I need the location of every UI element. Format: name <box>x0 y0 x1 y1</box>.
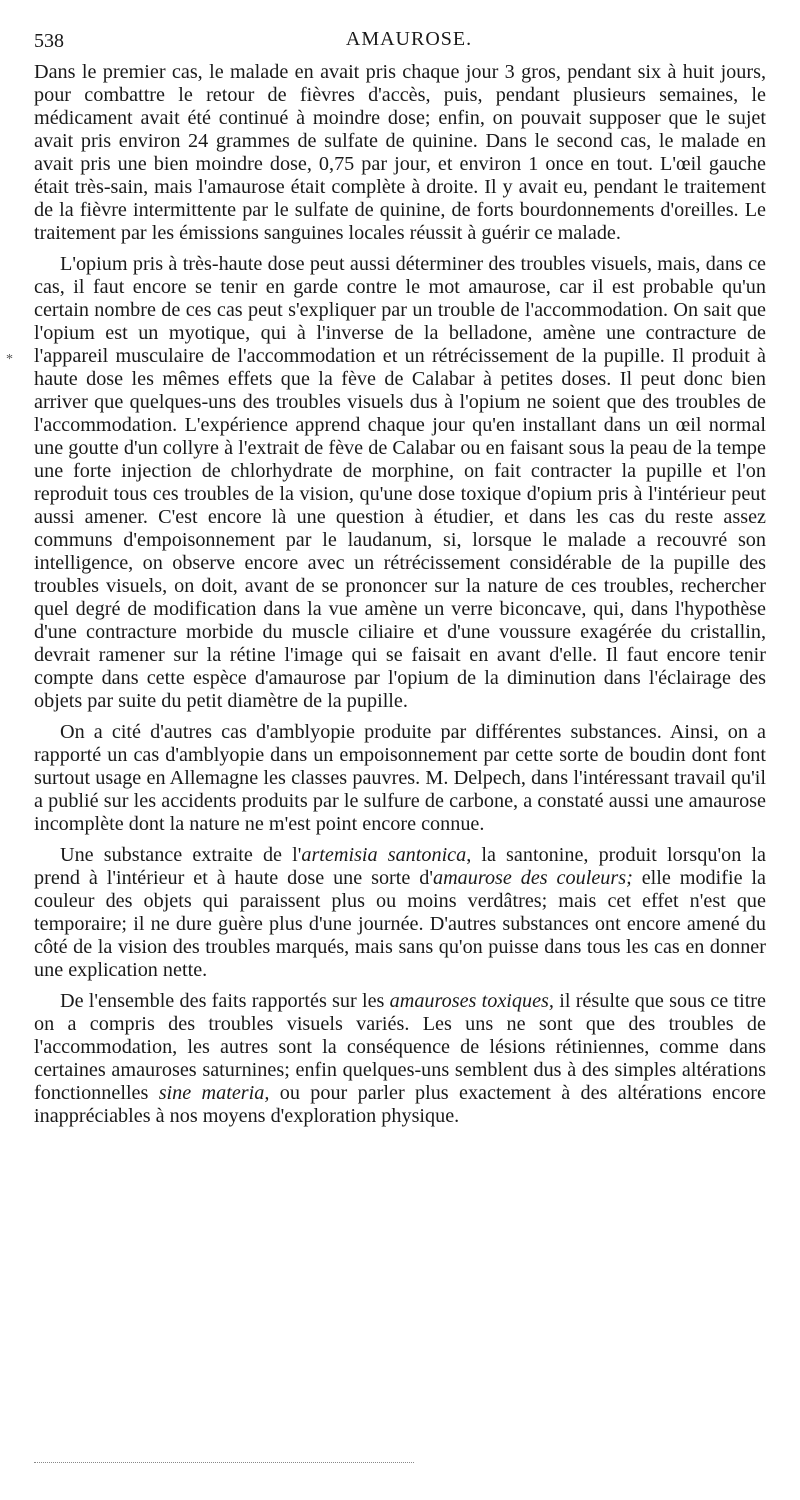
italic-term-sine-materia: sine materia, <box>158 1082 270 1104</box>
italic-term-amauroses-toxiques: amauroses toxiques, <box>389 990 554 1012</box>
italic-term-amaurose-couleurs: amaurose des couleurs; <box>432 867 633 889</box>
paragraph-5-text-b: il résulte que sous ce titre on a compris des troubles visuels variés. Les uns ne sont que des troubles de l'accommodation, les autres sont la conséquence de lésions rétiniennes, comme dans certaines amauroses saturnines; enfin quelques-uns semblent dus à des simples altérations fonctionnelles <box>34 990 766 1104</box>
paragraph-5-text-c: ou pour parler plus exactement à des altérations encore inappréciables à nos moyens d'exploration physique. <box>34 1082 766 1127</box>
paragraph-5-text-a: De l'ensemble des faits rapportés sur les <box>60 990 390 1012</box>
paragraph-4 <box>34 844 766 982</box>
page-header <box>34 28 764 54</box>
paragraph-2 <box>34 253 766 713</box>
paragraph-5 <box>34 990 766 1128</box>
running-title: AMAUROSE. <box>345 28 473 50</box>
paragraph-4-text-b: , la santonine, produit lorsqu'on la prend à l'intérieur et à haute dose une sorte d' <box>34 844 766 889</box>
paragraph-2-text: L'opium pris à très-haute dose peut aussi déterminer des troubles visuels, mais, dans ce cas, il faut encore se tenir en garde contre le mot amaurose, car il est probable qu'un certain nombre de ces cas peut s'expliquer par un trouble de l'accommodation. On sait que l'opium est un myotique, qui à l'inverse de la belladone, amène une contracture de l'appareil musculaire de l'accommodation et un rétrécissement de la pupille. Il produit à haute dose les mêmes effets que la fève de Calabar à petites doses. Il peut donc bien arriver que quelques-uns des troubles visuels dus à l'opium ne soient que des troubles de l'accommodation. L'expérience apprend chaque jour qu'en installant dans un œil normal une goutte d'un collyre à l'extrait de fève de Calabar ou en faisant sous la peau de la tempe une forte injection de chlorhydrate de morphine, on fait contracter la pupille et l'on reproduit tous ces troubles de la vision, qu'une dose toxique d'opium pris à l'intérieur peut aussi amener. C'est encore là une question à étudier, et dans les cas du reste assez communs d'empoisonnement par le laudanum, si, lorsque le malade a recouvré son intelligence, on observe encore avec un rétrécissement considérable de la pupille des troubles visuels, on doit, avant de se prononcer sur la nature de ces troubles, rechercher quel degré de modification dans la vue amène un verre biconcave, qui, dans l'hypothèse d'une contracture morbide du muscle ciliaire et d'une voussure exagérée du cristallin, devrait ramener sur la rétine l'image qui se faisait en avant d'elle. Il faut encore tenir compte dans cette espèce d'amaurose par l'opium de la diminution dans l'éclairage des objets par suite du petit diamètre de la pupille. <box>34 253 766 712</box>
body-text <box>34 61 766 1136</box>
footer-rule <box>34 1462 414 1463</box>
paragraph-4-text-a: Une substance extraite de l' <box>60 844 302 866</box>
paragraph-3 <box>34 721 766 836</box>
paragraph-1-text: Dans le premier cas, le malade en avait pris chaque jour 3 gros, pendant six à huit jours, pour combattre le retour de fièvres d'accès, puis, pendant plusieurs semaines, le médicament avait été continué à moindre dose; enfin, on pouvait supposer que le sujet avait pris environ 24 grammes de sulfate de quinine. Dans le second cas, le malade en avait pris une bien moindre dose, 0,75 par jour, et environ 1 once en tout. L'œil gauche était très-sain, mais l'amaurose était complète à droite. Il y avait eu, pendant le traitement de la fièvre intermittente par le sulfate de quinine, de forts bourdonnements d'oreilles. Le traitement par les émissions sanguines locales réussit à guérir ce malade. <box>34 61 766 244</box>
italic-term-artemisia: artemisia santonica <box>301 844 467 866</box>
paragraph-4-text-c: elle modifie la couleur des objets qui paraissent plus ou moins verdâtres; mais cet effet n'est que temporaire; il ne dure guère plus d'une journée. D'autres substances ont encore amené du côté de la vision des troubles marqués, mais sans qu'on puisse dans tous les cas en donner une explication nette. <box>34 867 766 981</box>
paragraph-3-text: On a cité d'autres cas d'amblyopie produite par différentes substances. Ainsi, on a rapporté un cas d'amblyopie dans un empoisonnement par cette sorte de boudin dont font surtout usage en Allemagne les classes pauvres. M. Delpech, dans l'intéressant travail qu'il a publié sur les accidents produits par le sulfure de carbone, a constaté aussi une amaurose incomplète dont la nature ne m'est point encore connue. <box>34 721 766 835</box>
paragraph-1 <box>34 61 766 245</box>
margin-mark: * <box>6 352 13 367</box>
page-number: 538 <box>34 30 64 52</box>
